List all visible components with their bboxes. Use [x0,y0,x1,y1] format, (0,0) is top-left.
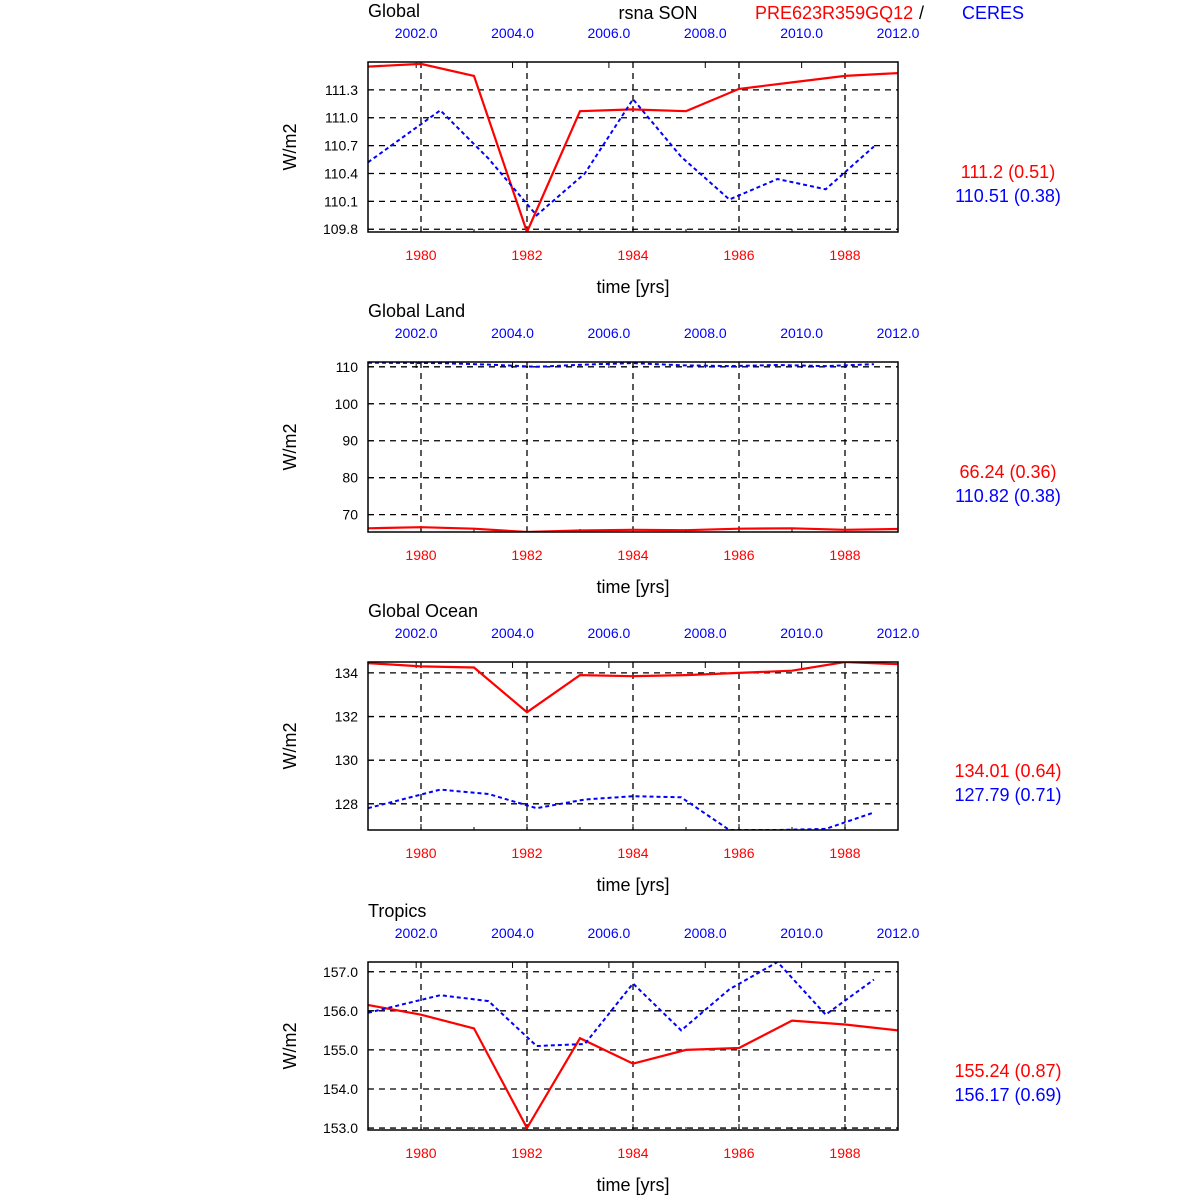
series-line-ceres [368,962,874,1046]
top-tick-label: 2012.0 [876,25,920,41]
top-tick-label: 2012.0 [876,925,920,941]
x-tick-label: 1988 [829,845,861,861]
top-tick-label: 2010.0 [780,625,824,641]
y-tick-label: 154.0 [322,1080,358,1097]
top-tick-label: 2004.0 [491,25,534,41]
top-tick-label: 2006.0 [587,625,631,641]
x-tick-label: 1980 [405,1145,437,1161]
y-tick-label: 132 [334,708,358,725]
x-tick-label: 1982 [511,1145,543,1161]
model-summary: 66.24 (0.36) [959,462,1057,482]
y-tick-label: 110.4 [324,165,358,182]
model-legend-label: PRE623R359GQ12 [755,3,914,23]
panel-title: Global Ocean [368,601,479,621]
x-tick-label: 1980 [405,247,437,263]
x-tick-label: 1980 [405,845,437,861]
y-axis-label: W/m2 [280,1022,300,1070]
panel-title: Global [368,1,421,21]
x-axis-label: time [yrs] [596,577,670,597]
y-tick-label: 90 [342,432,358,449]
top-tick-label: 2010.0 [780,25,824,41]
top-tick-label: 2012.0 [876,625,920,641]
top-tick-label: 2008.0 [683,625,727,641]
y-tick-label: 155.0 [322,1041,358,1058]
x-tick-label: 1982 [511,845,543,861]
y-tick-label: 100 [334,395,358,412]
top-tick-label: 2012.0 [876,325,920,341]
x-tick-label: 1986 [723,247,755,263]
model-summary: 155.24 (0.87) [954,1061,1062,1081]
top-tick-label: 2004.0 [491,925,534,941]
obs-legend-label: CERES [962,3,1025,23]
model-summary: 111.2 (0.51) [960,162,1056,182]
model-summary: 134.01 (0.64) [954,761,1062,781]
x-tick-label: 1982 [511,547,543,563]
top-tick-label: 2004.0 [491,625,534,641]
y-tick-label: 134 [334,664,358,681]
legend-separator: / [919,3,925,23]
x-tick-label: 1980 [405,547,437,563]
panel-title: Global Land [368,301,466,321]
y-tick-label: 156.0 [322,1002,358,1019]
panel-tropics [280,901,1062,1195]
top-tick-label: 2002.0 [394,925,438,941]
y-tick-label: 110.7 [324,137,358,154]
y-tick-label: 153.0 [322,1120,358,1137]
x-tick-label: 1988 [829,247,861,263]
top-tick-label: 2008.0 [683,925,727,941]
obs-summary: 110.82 (0.38) [955,486,1061,506]
obs-summary: 110.51 (0.38) [955,186,1061,206]
series-line-ceres [368,363,874,367]
top-tick-label: 2006.0 [587,325,631,341]
y-tick-label: 128 [334,795,358,812]
top-tick-label: 2006.0 [587,25,631,41]
y-tick-label: 110.1 [324,193,358,210]
top-tick-label: 2004.0 [491,325,534,341]
y-tick-label: 130 [334,752,358,769]
obs-summary: 156.17 (0.69) [954,1085,1062,1105]
panel-global [280,1,1061,297]
x-tick-label: 1988 [829,1145,861,1161]
y-tick-label: 109.8 [322,221,358,238]
x-tick-label: 1984 [617,247,649,263]
x-axis-label: time [yrs] [596,875,670,895]
top-tick-label: 2010.0 [780,925,824,941]
y-tick-label: 111.3 [325,81,358,98]
x-tick-label: 1988 [829,547,861,563]
y-axis-label: W/m2 [280,123,300,171]
x-tick-label: 1984 [617,1145,649,1161]
top-tick-label: 2002.0 [394,25,438,41]
top-tick-label: 2008.0 [683,25,727,41]
y-axis-label: W/m2 [280,423,300,471]
x-tick-label: 1986 [723,547,755,563]
y-tick-label: 70 [342,506,358,523]
obs-summary: 127.79 (0.71) [954,785,1062,805]
x-tick-label: 1986 [723,1145,755,1161]
top-tick-label: 2002.0 [394,625,438,641]
top-tick-label: 2008.0 [683,325,727,341]
top-tick-label: 2006.0 [587,925,631,941]
y-tick-label: 111.0 [325,109,358,126]
panel-title: Tropics [368,901,427,921]
x-axis-label: time [yrs] [596,1175,670,1195]
series-line-ceres [368,99,874,215]
y-tick-label: 80 [342,469,358,486]
y-tick-label: 157.0 [322,963,358,980]
x-tick-label: 1984 [617,845,649,861]
panel-global-land [280,301,1061,597]
x-tick-label: 1986 [723,845,755,861]
top-tick-label: 2002.0 [394,325,438,341]
y-axis-label: W/m2 [280,722,300,770]
x-tick-label: 1984 [617,547,649,563]
series-line-ceres [368,790,874,830]
y-tick-label: 110 [335,358,358,375]
x-axis-label: time [yrs] [596,277,670,297]
panel-global-ocean [280,601,1062,895]
x-tick-label: 1982 [511,247,543,263]
top-tick-label: 2010.0 [780,325,824,341]
variable-label: rsna SON [618,3,698,23]
